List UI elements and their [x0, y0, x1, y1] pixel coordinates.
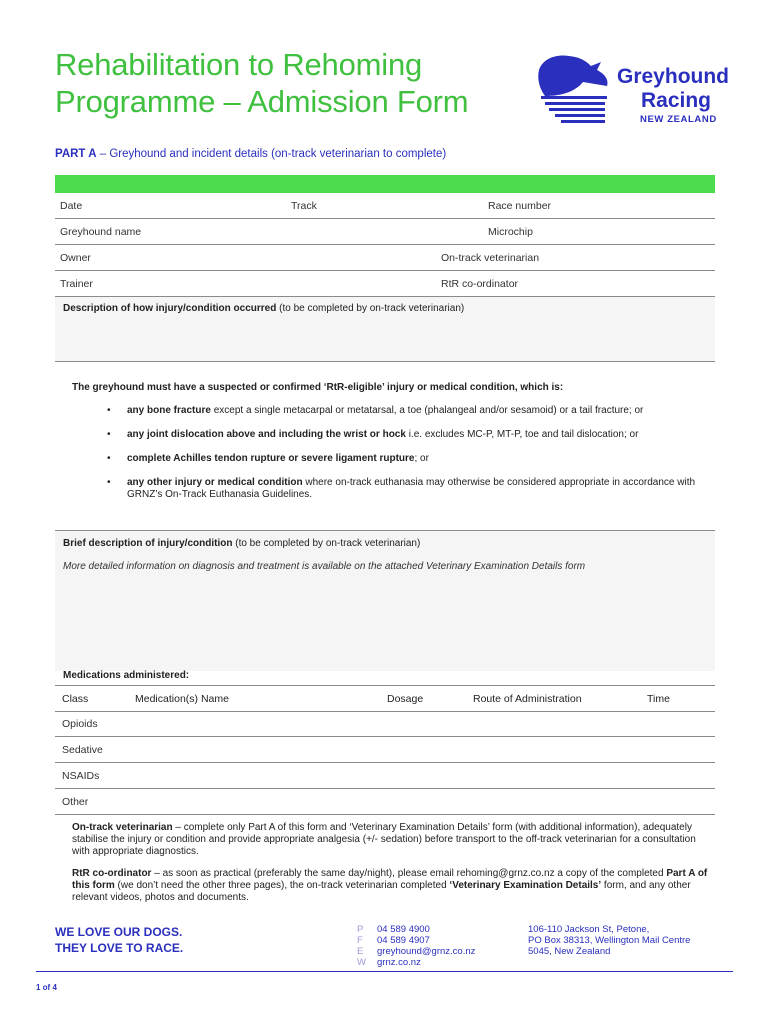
footer-address: 106-110 Jackson St, Petone, PO Box 38313, Wellington Mail Centre 5045, New Zealand	[528, 924, 691, 957]
page-title	[55, 46, 468, 120]
footer-slogan: WE LOVE OUR DOGS. THEY LOVE TO RACE.	[55, 925, 184, 955]
footer-contact: P 04 589 4900 F 04 589 4907 E greyhound@grnz.co.nz W grnz.co.nz	[357, 924, 476, 968]
description-box[interactable]	[55, 297, 715, 362]
part-a-label: PART A	[55, 148, 97, 160]
website-link[interactable]: grnz.co.nz	[377, 957, 421, 968]
brief-description-box[interactable]	[55, 530, 715, 681]
phone-number: 04 589 4900	[377, 924, 430, 935]
fax-number: 04 589 4907	[377, 935, 430, 946]
microchip-field[interactable]: Microchip	[488, 226, 533, 238]
detail-row-trainer	[55, 271, 715, 297]
table-row[interactable]	[55, 789, 715, 815]
logo-text-racing: Racing	[641, 89, 712, 112]
eligibility-item: • any joint dislocation above and including the wrist or hock i.e. excludes MC-P, MT-P, toe and tail dislocation; or	[127, 429, 712, 441]
logo-text-greyhound: Greyhound	[617, 65, 730, 88]
rtr-instructions: RtR co-ordinator – as soon as practical (preferably the same day/night), please email rehoming@grnz.co.nz a copy of the completed Part A of this form (we don’t need the other three pages), the on-track veterinarian completed ‘Veterinary Examination Details’ form, and any other relevant videos, photos and documents.	[72, 868, 708, 903]
greyhound-racing-logo	[535, 52, 730, 126]
owner-field[interactable]: Owner	[60, 252, 91, 264]
ontrack-vet-field[interactable]: On-track veterinarian	[441, 252, 540, 264]
medications-label: Medications administered:	[63, 670, 190, 681]
table-row[interactable]	[55, 711, 715, 737]
header-route: Route of Administration	[473, 693, 582, 705]
detail-row-owner	[55, 245, 715, 271]
page-number: 1 of 4	[36, 983, 57, 992]
logo-text-new-zealand: NEW ZEALAND	[640, 114, 717, 125]
class-other: Other	[62, 796, 89, 808]
header-time: Time	[647, 693, 670, 705]
trainer-field[interactable]: Trainer	[60, 278, 93, 290]
date-field[interactable]: Date	[60, 200, 83, 212]
class-sedative: Sedative	[62, 744, 103, 756]
email-link[interactable]: greyhound@grnz.co.nz	[377, 946, 476, 957]
eligibility-item: • any other injury or medical condition where on-track euthanasia may otherwise be considered appropriate in accordance with GRNZ’s On-Track Euthanasia Guidelines.	[127, 477, 712, 501]
class-nsaids: NSAIDs	[62, 770, 100, 782]
eligibility-criteria	[72, 382, 712, 513]
table-row[interactable]	[55, 763, 715, 789]
title-line-1: Rehabilitation to Rehoming	[55, 47, 423, 82]
green-header-bar	[55, 175, 715, 193]
header-medication-name: Medication(s) Name	[135, 693, 229, 705]
class-opioids: Opioids	[62, 718, 98, 730]
vet-instructions: On-track veterinarian – complete only Part A of this form and ‘Veterinary Examination Details’ form (with additional information), adequately stabilise the injury or condition and provide appropriate analgesia (+/- sedation) before transport to the off-track veterinarian for a consultation with appropriate diagnostics.	[72, 822, 696, 857]
eligibility-item: • any bone fracture except a single metacarpal or metatarsal, a toe (phalangeal and/or sesamoid) or a tail fracture; or	[127, 405, 712, 417]
eligibility-item: • complete Achilles tendon rupture or severe ligament rupture; or	[127, 453, 712, 465]
detail-row-name	[55, 219, 715, 245]
brief-description-label: Brief description of injury/condition (to be completed by on-track veterinarian)	[63, 538, 421, 549]
footer-divider	[36, 971, 733, 972]
brief-description-note: More detailed information on diagnosis and treatment is available on the attached Veterinary Examination Details form	[63, 561, 586, 572]
greyhound-icon	[535, 52, 615, 126]
greyhound-name-field[interactable]: Greyhound name	[60, 226, 142, 238]
race-number-field[interactable]: Race number	[488, 200, 552, 212]
header-class: Class	[62, 693, 89, 705]
title-line-2: Programme – Admission Form	[55, 84, 469, 119]
medications-table-header	[55, 685, 715, 712]
table-row[interactable]	[55, 737, 715, 763]
part-a-subtitle: – Greyhound and incident details (on-track veterinarian to complete)	[99, 148, 447, 160]
description-label: Description of how injury/condition occurred (to be completed by on-track veterinarian)	[63, 303, 465, 314]
track-field[interactable]: Track	[291, 200, 317, 212]
rtr-coordinator-field[interactable]: RtR co-ordinator	[441, 278, 519, 290]
eligibility-lead: The greyhound must have a suspected or confirmed ‘RtR-eligible’ injury or medical condition, which is:	[72, 382, 564, 393]
header-dosage: Dosage	[387, 693, 424, 705]
part-a-heading	[55, 148, 446, 160]
instruction-notes	[72, 822, 712, 914]
detail-row-date	[55, 193, 715, 219]
